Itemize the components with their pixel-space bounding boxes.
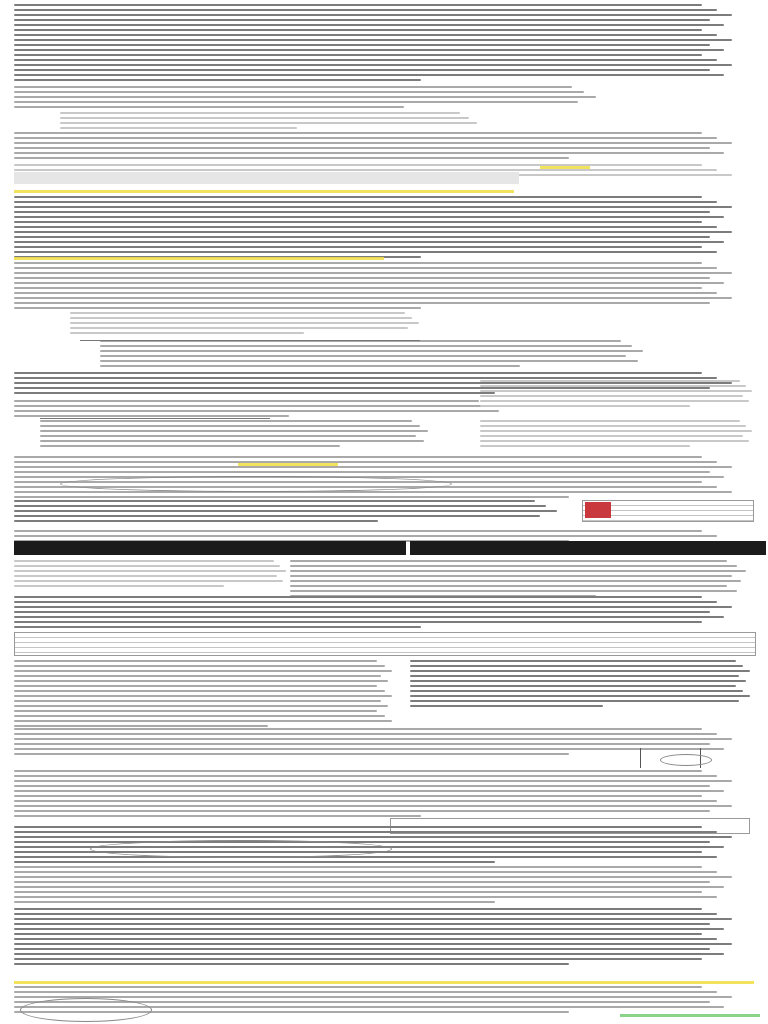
text-line [410,680,746,682]
text-line [14,96,596,98]
text-line [14,866,702,868]
text-line [14,392,495,394]
text-line [14,720,392,722]
highlight-mark [14,981,754,984]
text-line [290,585,727,587]
text-line [14,14,732,16]
text-line [14,963,569,965]
text-paragraph [14,728,754,758]
text-line [14,456,702,458]
text-line [14,626,421,628]
text-line [14,785,710,787]
text-line [480,430,752,432]
text-line [100,360,638,362]
text-line [14,923,710,925]
text-line [14,54,702,56]
text-paragraph [14,196,754,261]
text-line [70,327,408,329]
figure-ellipse [20,998,152,1022]
text-paragraph [480,380,760,410]
text-line [14,520,378,522]
text-line [14,705,388,707]
text-line [14,710,377,712]
text-line [14,500,535,502]
text-line [14,800,717,802]
text-line [14,665,385,667]
text-line [14,585,224,587]
text-line [14,44,710,46]
text-line [410,685,736,687]
text-line [70,332,304,334]
text-line [480,445,690,447]
figure-ellipse [660,754,712,766]
text-paragraph [100,340,660,370]
text-line [14,510,557,512]
text-line [14,101,578,103]
text-line [14,64,732,66]
text-line [14,570,286,572]
text-paragraph [14,4,754,84]
text-line [14,826,702,828]
text-line [14,137,717,139]
text-line [14,196,702,198]
text-line [14,918,732,920]
text-line [14,231,732,233]
text-line [290,560,727,562]
text-line [70,312,405,314]
text-line [14,831,717,833]
text-paragraph [40,420,440,450]
text-line [410,695,750,697]
text-line [14,530,702,532]
text-line [480,400,749,402]
text-line [14,871,717,873]
text-line [14,277,710,279]
text-line [14,660,377,662]
text-paragraph [14,908,754,968]
text-line [40,435,416,437]
text-line [14,580,283,582]
text-line [410,660,736,662]
text-line [480,440,749,442]
text-paragraph [14,560,294,590]
text-line [410,675,739,677]
text-line [14,226,717,228]
text-line [14,201,717,203]
text-line [14,901,495,903]
text-line [14,49,724,51]
figure-ellipse [60,476,452,492]
text-line [14,157,569,159]
text-line [14,471,710,473]
text-line [14,307,421,309]
text-line [60,117,469,119]
figure-tick [640,748,641,768]
text-line [14,34,717,36]
text-line [14,876,732,878]
text-line [14,292,717,294]
text-line [70,317,412,319]
highlight-mark [540,166,590,169]
text-paragraph [14,660,404,730]
text-line [14,302,710,304]
text-line [14,748,724,750]
red-table-cell [585,502,611,518]
text-line [14,169,717,171]
text-line [40,425,420,427]
text-paragraph [60,112,490,132]
text-paragraph [14,132,754,162]
text-line [14,933,702,935]
text-line [14,805,732,807]
text-paragraph [14,262,754,312]
text-line [14,236,710,238]
text-line [14,4,702,6]
text-line [14,913,717,915]
text-line [410,670,750,672]
text-line [14,690,385,692]
text-line [14,216,724,218]
text-line [14,262,702,264]
text-paragraph [14,866,754,906]
text-paragraph [14,400,514,420]
text-line [14,372,702,374]
text-paragraph [14,500,574,525]
text-paragraph [70,312,430,337]
text-line [14,59,717,61]
text-line [14,152,724,154]
text-line [290,565,737,567]
text-line [14,606,732,608]
text-line [14,565,280,567]
text-line [40,420,412,422]
text-line [14,733,717,735]
text-paragraph [14,770,754,820]
text-line [410,690,743,692]
text-line [480,380,740,382]
text-line [14,991,717,993]
dark-banner [410,541,766,555]
text-line [14,282,724,284]
text-line [14,886,724,888]
text-line [14,241,724,243]
highlight-mark [620,1014,760,1017]
text-line [100,365,520,367]
figure-ellipse [90,840,392,858]
text-line [14,491,732,493]
text-line [14,415,289,417]
text-paragraph [14,596,754,631]
text-line [14,24,724,26]
text-line [14,142,732,144]
text-line [480,420,740,422]
text-line [14,795,702,797]
code-band [14,172,519,184]
text-paragraph [14,86,614,111]
text-line [14,596,702,598]
text-line [14,19,710,21]
text-line [14,297,732,299]
text-line [14,221,702,223]
text-line [14,753,569,755]
text-line [410,705,603,707]
text-line [14,267,717,269]
text-line [14,675,381,677]
text-line [60,112,460,114]
text-line [480,390,752,392]
highlight-mark [14,190,514,193]
text-line [14,535,717,537]
text-line [14,743,710,745]
text-line [14,575,277,577]
text-line [290,575,732,577]
text-line [14,377,717,379]
text-line [14,695,392,697]
text-line [14,29,702,31]
text-line [14,928,724,930]
table-row [15,648,755,653]
text-line [14,515,540,517]
text-line [14,39,732,41]
text-line [14,611,710,613]
text-line [70,322,419,324]
text-line [14,410,499,412]
text-line [14,908,702,910]
text-line [14,9,717,11]
text-line [14,943,732,945]
text-paragraph [480,420,760,450]
text-line [14,400,479,402]
text-line [60,122,477,124]
text-line [14,715,385,717]
text-line [14,953,724,955]
text-paragraph [290,560,760,600]
text-line [100,350,643,352]
text-line [14,560,274,562]
text-line [14,132,702,134]
dark-banner [14,541,406,555]
text-line [14,815,421,817]
text-line [14,986,702,988]
text-line [14,891,702,893]
text-line [14,79,421,81]
text-line [480,425,746,427]
text-line [14,790,724,792]
text-line [14,91,584,93]
text-line [14,738,732,740]
text-line [410,665,743,667]
text-line [14,74,724,76]
highlight-mark [14,257,384,260]
text-line [14,466,732,468]
text-line [14,251,717,253]
text-line [14,601,717,603]
text-line [14,670,392,672]
text-line [14,206,732,208]
text-line [14,836,732,838]
text-line [100,345,632,347]
text-line [14,164,702,166]
text-line [290,570,746,572]
text-line [410,700,739,702]
text-line [14,86,572,88]
text-line [14,405,489,407]
text-line [14,810,710,812]
text-line [14,685,377,687]
text-line [40,445,340,447]
text-line [60,127,297,129]
text-line [14,147,710,149]
text-line [14,725,268,727]
text-line [14,938,717,940]
text-line [14,775,717,777]
text-line [14,246,702,248]
text-line [14,861,495,863]
text-line [14,496,569,498]
text-line [14,700,381,702]
text-line [14,272,732,274]
text-line [14,287,702,289]
text-line [14,621,702,623]
text-line [14,780,732,782]
text-line [14,948,710,950]
text-line [14,996,732,998]
text-paragraph [410,660,760,710]
figure-axis [40,418,270,419]
text-line [480,395,743,397]
text-line [100,355,626,357]
text-line [14,856,717,858]
text-line [290,580,741,582]
text-line [40,440,424,442]
table-block [14,632,756,656]
text-line [14,616,724,618]
text-line [480,435,743,437]
text-line [14,461,717,463]
text-line [14,958,702,960]
figure-axis [80,340,420,341]
text-line [14,505,546,507]
text-line [14,881,710,883]
text-line [290,590,737,592]
text-line [480,385,746,387]
text-line [14,211,710,213]
text-line [14,106,404,108]
text-line [14,728,702,730]
text-line [14,896,717,898]
text-line [14,680,388,682]
text-line [14,69,710,71]
text-line [14,770,702,772]
text-line [40,430,428,432]
text-line [480,405,690,407]
